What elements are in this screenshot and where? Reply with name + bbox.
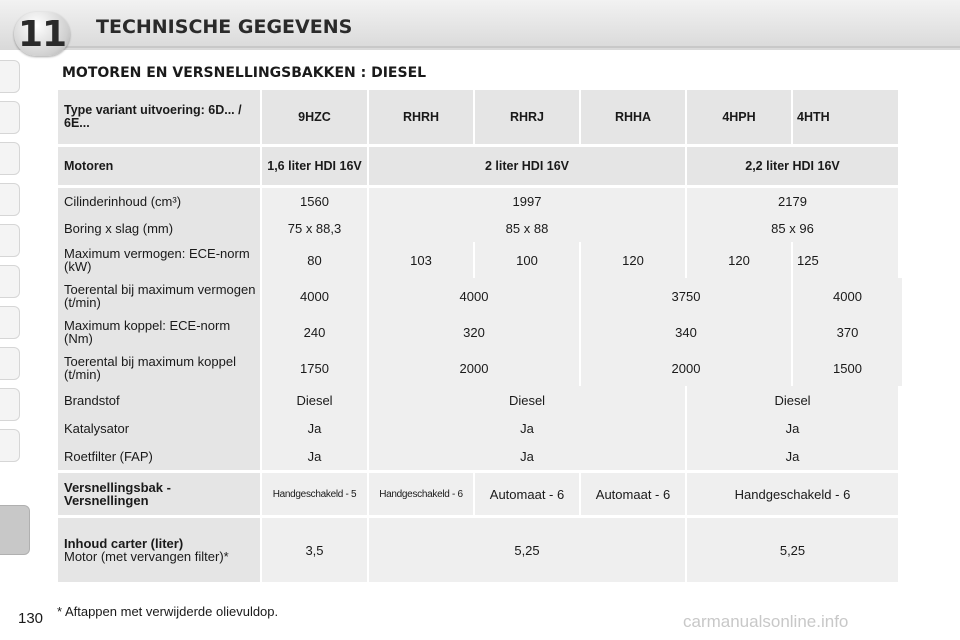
table-row <box>58 242 902 278</box>
table-cell: Handgeschakeld - 5 <box>262 473 367 515</box>
table-row <box>58 442 902 470</box>
table-cell: 1997 <box>369 188 685 214</box>
row-label: Maximum koppel: ECE-norm (Nm) <box>58 314 260 350</box>
chapter-number: 11 <box>17 13 67 55</box>
variant-cell: RHHA <box>581 90 685 144</box>
side-tab[interactable] <box>0 60 20 93</box>
side-tab[interactable] <box>0 224 20 257</box>
side-tab[interactable] <box>0 347 20 380</box>
table-cell: 370 <box>793 314 902 350</box>
side-tab[interactable] <box>0 388 20 421</box>
side-tab[interactable] <box>0 183 20 216</box>
table-cell: 4000 <box>369 278 579 314</box>
table-cell: Handgeschakeld - 6 <box>687 473 898 515</box>
motor-cell: 2 liter HDI 16V <box>369 147 685 185</box>
row-label: Boring x slag (mm) <box>58 214 260 242</box>
motor-cell: 1,6 liter HDI 16V <box>262 147 367 185</box>
row-label: Roetfilter (FAP) <box>58 442 260 470</box>
table-cell: 125 <box>793 242 898 278</box>
table-cell: 5,25 <box>369 518 685 582</box>
row-label: Maximum vermogen: ECE-norm (kW) <box>58 242 260 278</box>
table-cell: 85 x 88 <box>369 214 685 242</box>
footnote: * Aftappen met verwijderde olievuldop. <box>57 604 279 619</box>
table-row <box>58 386 902 414</box>
table-row-carter <box>58 518 902 582</box>
page-title: TECHNISCHE GEGEVENS <box>96 16 353 38</box>
table-cell: 340 <box>581 314 791 350</box>
table-cell: 2000 <box>369 350 579 386</box>
row-label <box>58 518 260 582</box>
watermark: carmanualsonline.info <box>683 612 849 631</box>
table-cell: Ja <box>262 414 367 442</box>
side-tab[interactable] <box>0 429 20 462</box>
table-row <box>58 314 902 350</box>
table-cell: Automaat - 6 <box>475 473 579 515</box>
chapter-badge <box>14 12 70 56</box>
table-cell: 2000 <box>581 350 791 386</box>
table-row-motoren <box>58 147 902 185</box>
table-cell: Ja <box>687 414 898 442</box>
variant-cell: 4HPH <box>687 90 791 144</box>
table-cell: Diesel <box>262 386 367 414</box>
side-tab-active[interactable] <box>0 505 30 555</box>
table-row-variants <box>58 90 902 144</box>
side-tab[interactable] <box>0 306 20 339</box>
motor-cell: 2,2 liter HDI 16V <box>687 147 898 185</box>
table-cell: Handgeschakeld - 6 <box>369 473 473 515</box>
table-cell: 103 <box>369 242 473 278</box>
variant-cell: 9HZC <box>262 90 367 144</box>
table-cell: Ja <box>369 414 685 442</box>
table-cell: 4000 <box>262 278 367 314</box>
section-title: MOTOREN EN VERSNELLINGSBAKKEN : DIESEL <box>62 65 427 81</box>
table-cell: Diesel <box>687 386 898 414</box>
table-cell: Ja <box>369 442 685 470</box>
table-cell: 80 <box>262 242 367 278</box>
table-cell: 1560 <box>262 188 367 214</box>
row-label: Brandstof <box>58 386 260 414</box>
table-cell: 3,5 <box>262 518 367 582</box>
table-cell: 4000 <box>793 278 902 314</box>
table-cell: 3750 <box>581 278 791 314</box>
table-row <box>58 278 902 314</box>
row-label <box>58 473 260 515</box>
table-row <box>58 214 902 242</box>
row-label: Katalysator <box>58 414 260 442</box>
table-row <box>58 188 902 214</box>
table-row <box>58 414 902 442</box>
table-cell: 85 x 96 <box>687 214 898 242</box>
table-cell: Diesel <box>369 386 685 414</box>
chapter-side-tabs <box>0 60 22 470</box>
table-cell: 120 <box>581 242 685 278</box>
versnelling-label: Versnellingsbak - Versnellingen <box>64 480 171 508</box>
table-cell: 100 <box>475 242 579 278</box>
diesel-spec-table <box>56 90 904 582</box>
variant-cell: RHRJ <box>475 90 579 144</box>
side-tab[interactable] <box>0 142 20 175</box>
table-cell: 240 <box>262 314 367 350</box>
table-cell: 2179 <box>687 188 898 214</box>
carter-label: Inhoud carter (liter) <box>64 536 184 551</box>
table-cell: Ja <box>262 442 367 470</box>
table-row-versnelling <box>58 473 902 515</box>
table-cell: 1750 <box>262 350 367 386</box>
type-variant-label: Type variant uitvoering: 6D... / 6E... <box>58 90 260 144</box>
table-cell: 1500 <box>793 350 902 386</box>
header-divider <box>60 46 960 48</box>
row-label: Toerental bij maximum koppel (t/min) <box>58 350 260 386</box>
table-cell: 75 x 88,3 <box>262 214 367 242</box>
motoren-label: Motoren <box>58 147 260 185</box>
page-number: 130 <box>18 610 44 627</box>
table-cell: Automaat - 6 <box>581 473 685 515</box>
table-cell: 320 <box>369 314 579 350</box>
table-cell: 120 <box>687 242 791 278</box>
table-row <box>58 350 902 386</box>
row-label: Toerental bij maximum vermogen (t/min) <box>58 278 260 314</box>
table-cell: 5,25 <box>687 518 898 582</box>
side-tab[interactable] <box>0 265 20 298</box>
variant-cell: 4HTH <box>793 90 898 144</box>
variant-cell: RHRH <box>369 90 473 144</box>
table-cell: Ja <box>687 442 898 470</box>
row-label: Cilinderinhoud (cm³) <box>58 188 260 214</box>
carter-sublabel: Motor (met vervangen filter)* <box>64 549 229 564</box>
side-tab[interactable] <box>0 101 20 134</box>
